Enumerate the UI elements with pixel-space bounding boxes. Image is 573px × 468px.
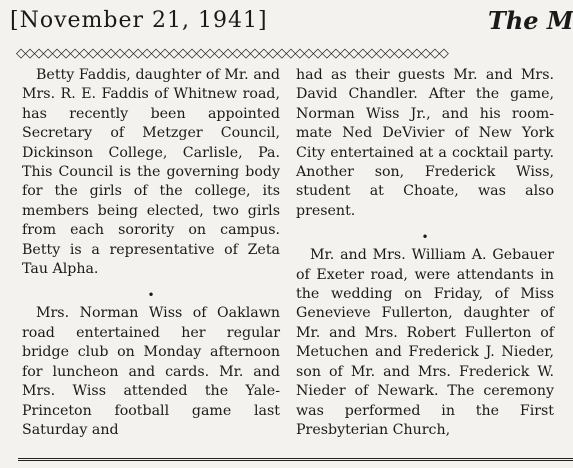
bottom-rule xyxy=(18,458,573,461)
separator-mark: • xyxy=(421,230,429,245)
separator-mark: • xyxy=(147,288,155,303)
news-item-gebauer: Mr. and Mrs. William A. Gebauer of Exeter road, were attendants in the wedding on Friday, of Miss Genevieve Fullerton, daughter of Mr. and Mrs. Robert Fullerton of Metuchen and Frederick J. Nieder, son of Mr. and Mrs. Frederick W. Nieder of Newark. The ceremony was performed in the First Presbyterian Church, xyxy=(296,247,554,438)
masthead-title: The M xyxy=(488,6,573,35)
right-column xyxy=(296,66,554,457)
ornamental-rule: ◇◇◇◇◇◇◇◇◇◇◇◇◇◇◇◇◇◇◇◇◇◇◇◇◇◇◇◇◇◇◇◇◇◇◇◇◇◇◇◇◇◇◇◇◇◇◇◇ xyxy=(16,46,448,61)
left-column xyxy=(22,66,280,457)
news-item-wiss-continued: had as their guests Mr. and Mrs. David Chandler. After the game, Norman Wiss Jr., and his room-mate Ned DeVivier of New York City entertained at a cocktail party. Another son, Frederick Wiss, student at Choate, was also present. xyxy=(296,67,554,219)
dateline: [November 21, 1941] xyxy=(10,8,268,33)
news-item-wiss: Mrs. Norman Wiss of Oaklawn road entertained her regular bridge club on Monday afternoon for luncheon and cards. Mr. and Mrs. Wiss attended the Yale-Princeton football game last Saturday and xyxy=(22,305,280,438)
news-item-faddis: Betty Faddis, daughter of Mr. and Mrs. R. E. Faddis of Whitnew road, has recently been appointed Secretary of Metzger Council, Dickinson College, Carlisle, Pa. This Council is the governing body for the girls of the college, its members being elected, two girls from each sorority on campus. Betty is a representative of Zeta Tau Alpha. xyxy=(22,67,280,278)
